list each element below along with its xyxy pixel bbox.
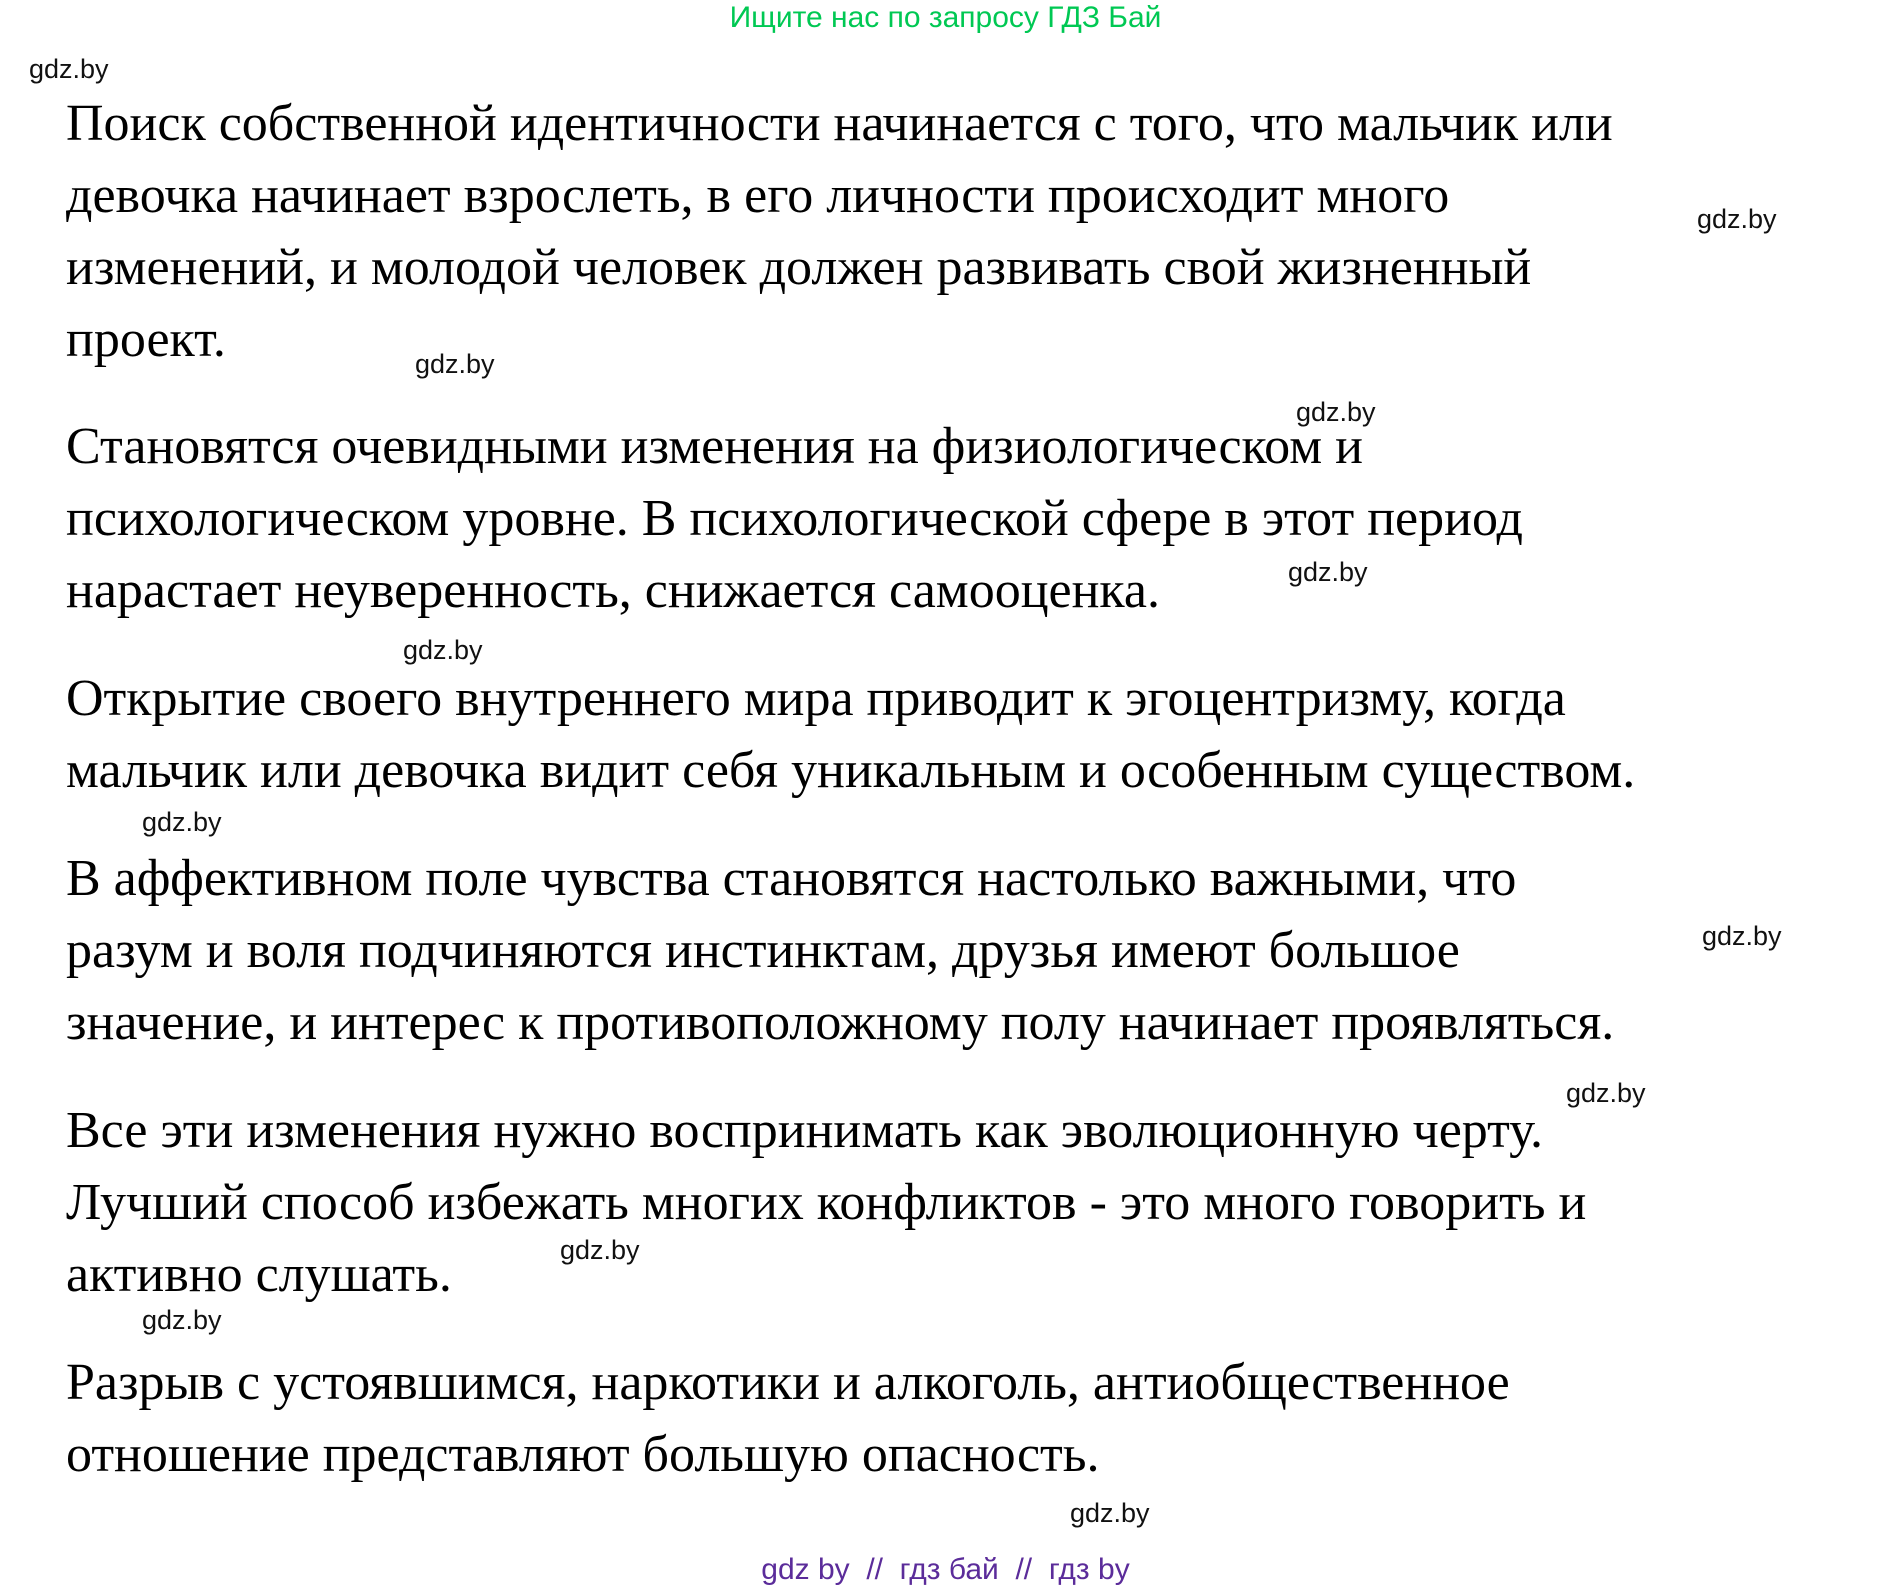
watermark: gdz.by	[560, 1235, 640, 1265]
text-line: изменений, и молодой человек должен развивать свой жизненный	[66, 239, 1532, 296]
watermark: gdz.by	[1566, 1078, 1646, 1108]
text-line: отношение представляют большую опасность.	[66, 1426, 1100, 1483]
text-line: Разрыв с устоявшимся, наркотики и алкоголь, антиобщественное	[66, 1354, 1510, 1411]
text-line: В аффективном поле чувства становятся настолько важными, что	[66, 850, 1517, 907]
text-line: девочка начинает взрослеть, в его личности происходит много	[66, 167, 1450, 224]
watermark: gdz.by	[1697, 204, 1777, 234]
text-line: Открытие своего внутреннего мира приводит к эгоцентризму, когда	[66, 670, 1566, 727]
text-line: Становятся очевидными изменения на физиологическом и	[66, 418, 1363, 475]
text-line: разум и воля подчиняются инстинктам, друзья имеют большое	[66, 922, 1460, 979]
watermark: gdz.by	[142, 1305, 222, 1335]
watermark: gdz.by	[415, 349, 495, 379]
watermark: gdz.by	[142, 807, 222, 837]
search-hint-banner: Ищите нас по запросу ГДЗ Бай	[729, 1, 1162, 34]
text-line: Поиск собственной идентичности начинается с того, что мальчик или	[66, 95, 1613, 152]
text-line: Все эти изменения нужно воспринимать как эволюционную черту.	[66, 1102, 1543, 1159]
watermark: gdz.by	[1070, 1498, 1150, 1528]
text-line: значение, и интерес к противоположному полу начинает проявляться.	[66, 994, 1615, 1051]
text-line: активно слушать.	[66, 1246, 452, 1303]
text-line: Лучший способ избежать многих конфликтов - это много говорить и	[66, 1174, 1587, 1231]
watermark: gdz.by	[403, 635, 483, 665]
watermark: gdz.by	[29, 54, 109, 84]
watermark: gdz.by	[1702, 921, 1782, 951]
text-line: нарастает неуверенность, снижается самооценка.	[66, 562, 1160, 619]
watermark: gdz.by	[1288, 557, 1368, 587]
watermark: gdz.by	[1296, 397, 1376, 427]
text-line: мальчик или девочка видит себя уникальным и особенным существом.	[66, 742, 1636, 799]
text-line: проект.	[66, 311, 226, 368]
site-footer-links: gdz by // гдз бай // гдз by	[761, 1553, 1130, 1586]
text-line: психологическом уровне. В психологической сфере в этот период	[66, 490, 1523, 547]
